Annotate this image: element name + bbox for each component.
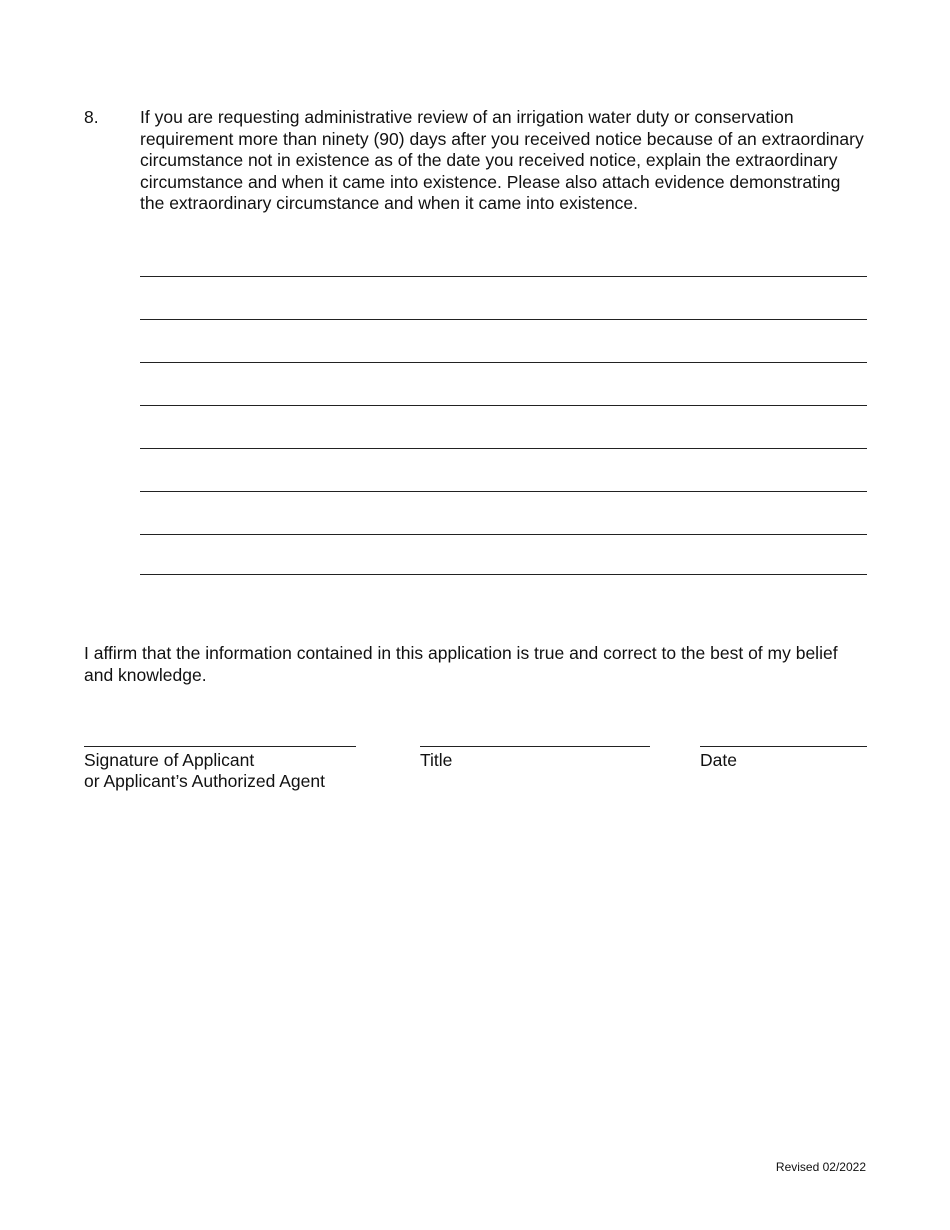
signature-label-line2: or Applicant’s Authorized Agent: [84, 771, 325, 791]
title-label: Title: [420, 750, 453, 770]
question-8-text: If you are requesting administrative review of an irrigation water duty or conservation requirement more than ninety (90) days after you received notice because of an extraordinary circumstance not in existence as of the date you received notice, explain the extraordinary circumstance and when it came into existence. Please also attach evidence demonstrating the extraordinary circumstance and when it came into existence.: [140, 107, 864, 213]
date-line[interactable]: [700, 746, 867, 747]
revised-date: Revised 02/2022: [775, 1160, 866, 1174]
signature-label-line1: Signature of Applicant: [84, 750, 255, 770]
answer-line-1[interactable]: [140, 276, 867, 277]
answer-line-6[interactable]: [140, 491, 867, 492]
answer-line-3[interactable]: [140, 362, 867, 363]
signature-label: [84, 750, 325, 792]
answer-line-7[interactable]: [140, 534, 867, 535]
answer-line-2[interactable]: [140, 319, 867, 320]
answer-line-5[interactable]: [140, 448, 867, 449]
answer-line-4[interactable]: [140, 405, 867, 406]
affirmation-statement: I affirm that the information contained in this application is true and correct to the best of my belief and knowledge.: [84, 643, 838, 685]
date-label: Date: [700, 750, 737, 770]
title-line[interactable]: [420, 746, 650, 747]
answer-area[interactable]: [140, 276, 867, 576]
question-8-number: 8.: [84, 107, 99, 127]
signature-line[interactable]: [84, 746, 356, 747]
answer-line-8[interactable]: [140, 574, 867, 575]
